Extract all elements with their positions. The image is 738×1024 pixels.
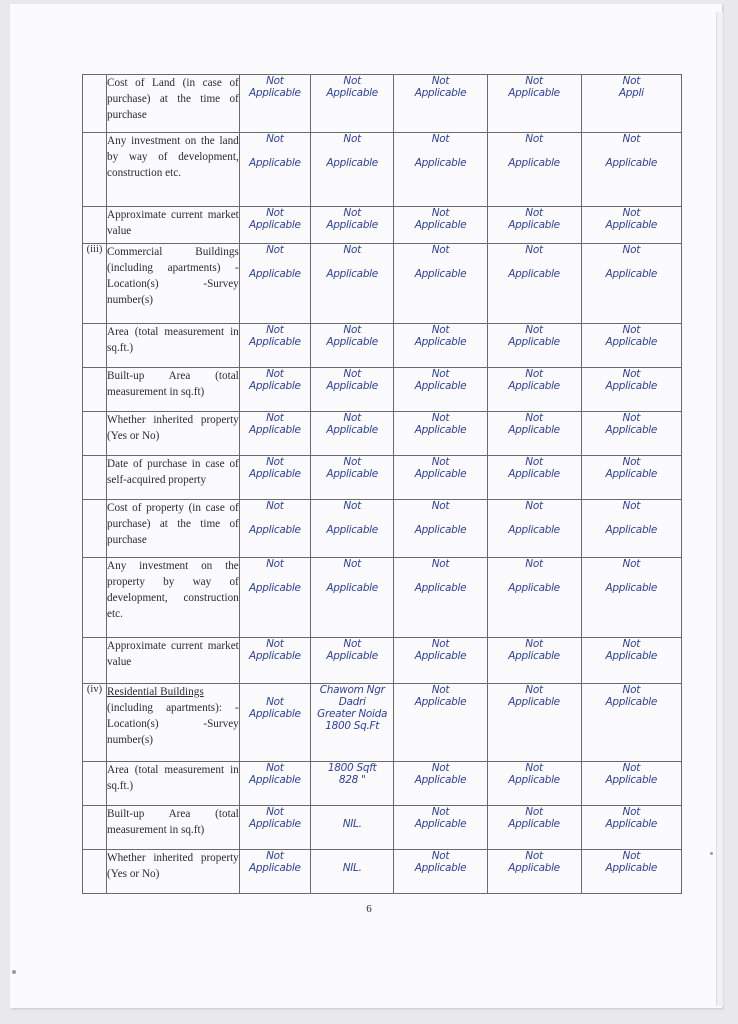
handwritten-entry: Not Applicable [239, 500, 310, 558]
handwritten-entry: Not Applicable [394, 850, 487, 894]
table-row [83, 133, 682, 207]
handwritten-entry: Not Applicable [487, 324, 581, 368]
row-number [83, 207, 107, 244]
handwritten-entry: Not Applicable [487, 368, 581, 412]
table-row [83, 456, 682, 500]
handwritten-entry: Not Applicable [239, 558, 310, 638]
row-number [83, 806, 107, 850]
handwritten-entry: NIL. [310, 850, 394, 894]
handwritten-entry: Not Applicable [487, 500, 581, 558]
handwritten-entry: Chawom Ngr Dadri Greater Noida 1800 Sq.Ft [310, 684, 394, 762]
handwritten-entry: Not Applicable [487, 75, 581, 133]
row-label: Any investment on the land by way of development, construction etc. [107, 133, 240, 207]
property-details-table [82, 74, 682, 894]
row-label: Area (total measurement in sq.ft.) [107, 324, 240, 368]
handwritten-entry: Not Applicable [310, 75, 394, 133]
handwritten-entry: Not Applicable [239, 75, 310, 133]
handwritten-entry: Not Applicable [487, 456, 581, 500]
row-number [83, 850, 107, 894]
row-label: Cost of property (in case of purchase) at the time of purchase [107, 500, 240, 558]
handwritten-entry: Not Applicable [394, 207, 487, 244]
handwritten-entry: Not Applicable [394, 244, 487, 324]
handwritten-entry: Not Applicable [394, 456, 487, 500]
handwritten-entry: Not Applicable [239, 324, 310, 368]
handwritten-entry: Not Applicable [310, 638, 394, 684]
handwritten-entry: Not Applicable [487, 412, 581, 456]
handwritten-entry: Not Applicable [581, 806, 681, 850]
handwritten-entry: Not Applicable [239, 412, 310, 456]
table-row [83, 500, 682, 558]
handwritten-entry: Not Applicable [581, 850, 681, 894]
handwritten-entry: Not Applicable [581, 133, 681, 207]
row-label: Whether inherited property (Yes or No) [107, 412, 240, 456]
handwritten-entry: Not Applicable [394, 324, 487, 368]
section-title: Residential Buildings [107, 686, 204, 698]
row-number [83, 500, 107, 558]
handwritten-entry: Not Applicable [581, 244, 681, 324]
row-number [83, 558, 107, 638]
handwritten-entry: Not Applicable [394, 638, 487, 684]
row-number: (iv) [83, 684, 107, 762]
scan-speck [710, 852, 713, 855]
handwritten-entry: Not Applicable [310, 500, 394, 558]
row-number: (iii) [83, 244, 107, 324]
handwritten-entry: Not Applicable [487, 207, 581, 244]
handwritten-entry: Not Applicable [581, 207, 681, 244]
page-edge [716, 12, 723, 1006]
handwritten-entry: Not Applicable [310, 324, 394, 368]
handwritten-entry: Not Applicable [239, 684, 310, 762]
handwritten-entry: Not Applicable [581, 558, 681, 638]
row-label-text: (including apartments): -Location(s) -Survey number(s) [107, 702, 239, 746]
handwritten-entry: Not Applicable [487, 762, 581, 806]
row-number [83, 412, 107, 456]
handwritten-entry: Not Applicable [394, 133, 487, 207]
handwritten-entry: Not Applicable [487, 133, 581, 207]
handwritten-entry: Not Applicable [239, 133, 310, 207]
handwritten-entry: NIL. [310, 806, 394, 850]
row-label: Built-up Area (total measurement in sq.ft) [107, 368, 240, 412]
row-number [83, 456, 107, 500]
handwritten-entry: Not Applicable [239, 806, 310, 850]
handwritten-entry: Not Applicable [239, 638, 310, 684]
row-label: Approximate current market value [107, 638, 240, 684]
handwritten-entry: Not Applicable [487, 558, 581, 638]
table-row [83, 324, 682, 368]
row-number [83, 133, 107, 207]
handwritten-entry: Not Applicable [394, 75, 487, 133]
handwritten-entry: Not Applicable [239, 368, 310, 412]
handwritten-entry: Not Applicable [487, 850, 581, 894]
handwritten-entry: Not Applicable [310, 456, 394, 500]
handwritten-entry: Not Applicable [310, 207, 394, 244]
row-number [83, 638, 107, 684]
table-row [83, 368, 682, 412]
table-row [83, 762, 682, 806]
handwritten-entry: Not Applicable [239, 207, 310, 244]
row-label: Date of purchase in case of self-acquired property [107, 456, 240, 500]
scan-speck [12, 970, 16, 974]
table-row [83, 412, 682, 456]
table-row [83, 244, 682, 324]
row-number [83, 324, 107, 368]
handwritten-entry: Not Applicable [581, 638, 681, 684]
table-row [83, 638, 682, 684]
handwritten-entry: Not Applicable [394, 762, 487, 806]
handwritten-entry: Not Applicable [239, 762, 310, 806]
handwritten-entry: Not Applicable [310, 133, 394, 207]
table-row [83, 850, 682, 894]
handwritten-entry: 1800 Sqft 828 " [310, 762, 394, 806]
handwritten-entry: Not Applicable [310, 244, 394, 324]
handwritten-entry: Not Applicable [581, 324, 681, 368]
handwritten-entry: Not Applicable [239, 850, 310, 894]
handwritten-entry: Not Applicable [310, 368, 394, 412]
handwritten-entry: Not Applicable [581, 500, 681, 558]
row-label [107, 684, 240, 762]
table-row [83, 207, 682, 244]
handwritten-entry: Not Applicable [394, 368, 487, 412]
handwritten-entry: Not Applicable [581, 412, 681, 456]
table-row [83, 684, 682, 762]
handwritten-entry: Not Applicable [487, 244, 581, 324]
row-number [83, 368, 107, 412]
handwritten-entry: Not Applicable [239, 456, 310, 500]
handwritten-entry: Not Applicable [239, 244, 310, 324]
row-label: Built-up Area (total measurement in sq.ft) [107, 806, 240, 850]
table-row [83, 806, 682, 850]
handwritten-entry: Not Applicable [394, 806, 487, 850]
table-row [83, 558, 682, 638]
row-label: Any investment on the property by way of development, construction etc. [107, 558, 240, 638]
handwritten-entry: Not Applicable [487, 638, 581, 684]
page-number: 6 [366, 903, 372, 915]
handwritten-entry: Not Applicable [487, 684, 581, 762]
row-label: Commercial Buildings (including apartments) -Location(s) -Survey number(s) [107, 244, 240, 324]
handwritten-entry: Not Applicable [581, 368, 681, 412]
handwritten-entry: Not Applicable [394, 500, 487, 558]
row-number [83, 75, 107, 133]
handwritten-entry: Not Applicable [310, 558, 394, 638]
row-label: Cost of Land (in case of purchase) at the time of purchase [107, 75, 240, 133]
handwritten-entry: Not Applicable [394, 412, 487, 456]
row-number [83, 762, 107, 806]
table-row [83, 75, 682, 133]
row-label: Approximate current market value [107, 207, 240, 244]
row-label: Whether inherited property (Yes or No) [107, 850, 240, 894]
handwritten-entry: Not Applicable [394, 558, 487, 638]
handwritten-entry: Not Applicable [581, 762, 681, 806]
handwritten-entry: Not Applicable [581, 456, 681, 500]
handwritten-entry: Not Appli [581, 75, 681, 133]
row-label: Area (total measurement in sq.ft.) [107, 762, 240, 806]
handwritten-entry: Not Applicable [310, 412, 394, 456]
handwritten-entry: Not Applicable [581, 684, 681, 762]
handwritten-entry: Not Applicable [394, 684, 487, 762]
handwritten-entry: Not Applicable [487, 806, 581, 850]
